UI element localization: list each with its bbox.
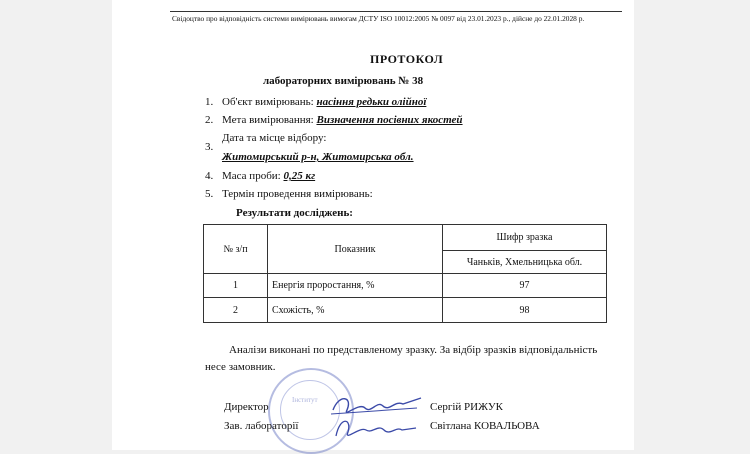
item-number: 3.	[205, 141, 214, 153]
certificate-line: Свідоцтво про відповідність системи вимірювань вимогам ДСТУ ISO 10012:2005 № 0097 від 23.01.2023 р., дійсне до 22.01.2028 р.	[172, 14, 585, 23]
item-number: 2.	[205, 114, 214, 126]
item-number: 5.	[205, 188, 214, 200]
table-row	[204, 274, 607, 298]
item-row	[222, 114, 463, 126]
table-row	[204, 298, 607, 323]
item-value: Визначення посівних якостей	[316, 114, 463, 126]
row-num: 2	[204, 298, 268, 323]
item-number: 4.	[205, 170, 214, 182]
protocol-subtitle: лабораторних вимірювань № 38	[263, 75, 424, 87]
note-line-1: Аналізи виконані по представленому зразку. За відбір зразків відповідальність	[229, 344, 598, 356]
item-value: насіння редьки олійної	[316, 96, 427, 108]
header-indicator: Показник	[268, 225, 443, 274]
item-label: Об'єкт вимірювань:	[222, 96, 314, 108]
lab-head-signature	[330, 412, 420, 446]
item-number: 1.	[205, 96, 214, 108]
header-sample-code: Шифр зразка	[443, 225, 607, 251]
row-indicator: Схожість, %	[268, 298, 443, 323]
protocol-title: ПРОТОКОЛ	[370, 52, 444, 66]
director-label: Директор	[224, 401, 269, 413]
row-num: 1	[204, 274, 268, 298]
item-row	[222, 96, 426, 108]
item-label: Маса проби:	[222, 170, 281, 182]
item-label: Мета вимірювання:	[222, 114, 314, 126]
stamp-text: Інститут	[292, 396, 318, 404]
lab-head-label: Зав. лабораторії	[224, 420, 299, 432]
item-label: Дата та місце відбору:	[222, 132, 327, 144]
item-value: 0,25 кг	[283, 170, 316, 182]
row-value: 97	[443, 274, 607, 298]
note-line-2: несе замовник.	[205, 361, 276, 373]
item-value: Житомирський р-н, Житомирська обл.	[222, 151, 414, 163]
results-heading: Результати досліджень:	[236, 207, 353, 219]
row-indicator: Енергія проростання, %	[268, 274, 443, 298]
item-row	[222, 170, 315, 182]
header-divider	[170, 11, 622, 12]
lab-head-name: Світлана КОВАЛЬОВА	[430, 420, 540, 432]
row-value: 98	[443, 298, 607, 323]
item-label: Термін проведення вимірювань:	[222, 188, 373, 200]
table-header-row	[204, 225, 607, 251]
sample-name: Чаньків, Хмельницька обл.	[443, 251, 607, 274]
director-name: Сергій РИЖУК	[430, 401, 503, 413]
results-table	[203, 224, 607, 323]
header-num: № з/п	[204, 225, 268, 274]
